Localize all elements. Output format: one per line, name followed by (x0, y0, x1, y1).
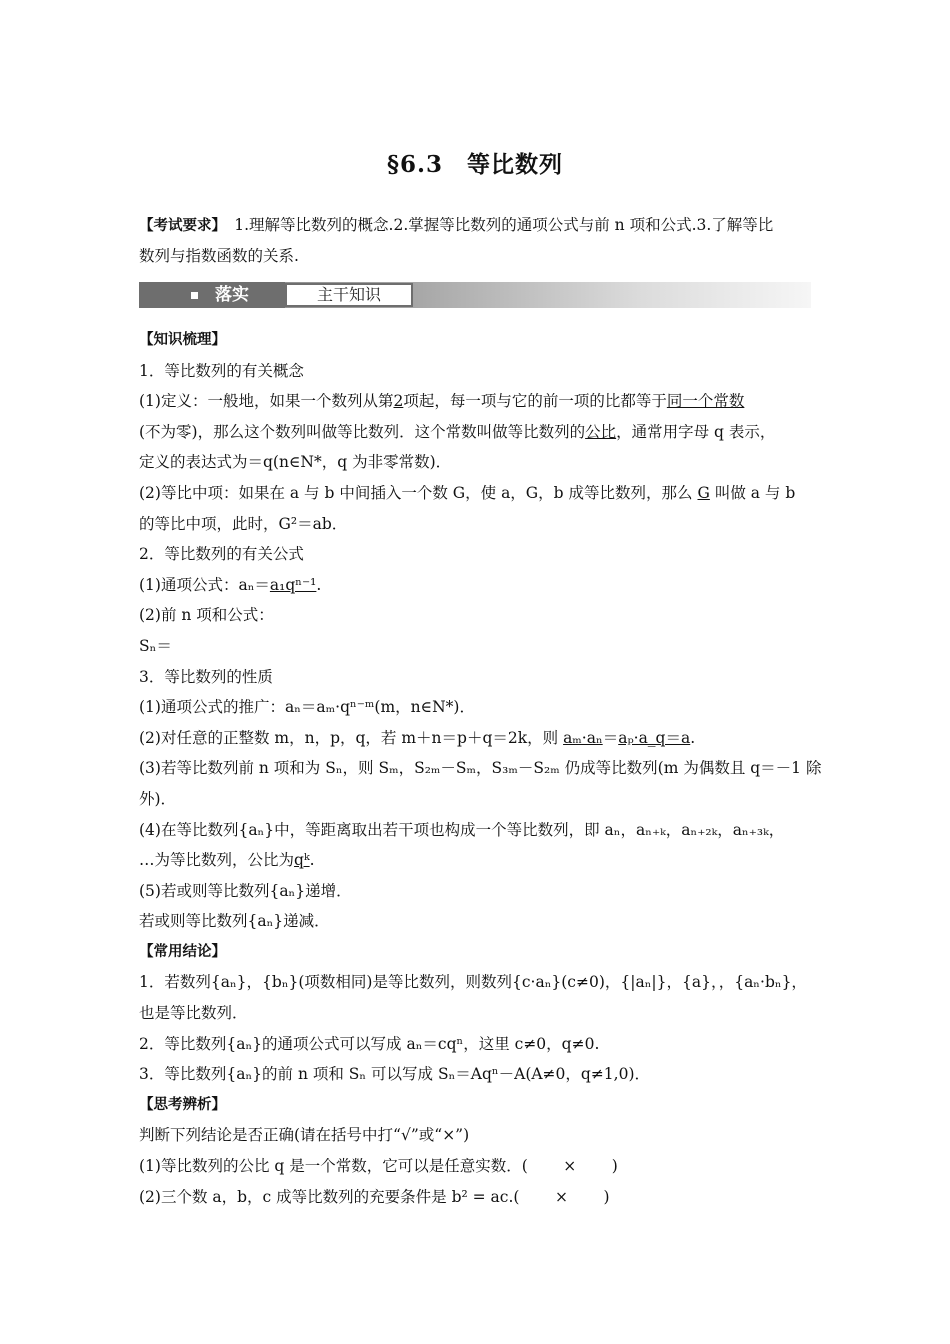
text-line: (3)若等比数列前 n 项和为 Sₙ，则 Sₘ，S₂ₘ－Sₘ，S₃ₘ－S₂ₘ 仍成等比数列(m 为偶数且 q＝－1 除 (139, 759, 822, 778)
text-span: ) (611, 1157, 618, 1176)
banner-dark-block (139, 282, 285, 308)
text-span: (1)通项公式：aₙ＝ (139, 575, 270, 594)
blank-answer: qᵏ (294, 851, 310, 870)
text-line: (1)通项公式的推广：aₙ＝aₘ·qⁿ⁻ᵐ(m，n∈N*)． (139, 698, 475, 717)
text-line: 定义的表达式为＝q(n∈N*，q 为非零常数)． (139, 453, 452, 472)
text-line: (2)前 n 项和公式： (139, 606, 274, 625)
text-span: . (316, 575, 322, 594)
blank-answer: 同一个常数 (666, 392, 745, 411)
text-span: (不为零)，那么这个数列叫做等比数列．这个常数叫做等比数列的 (139, 422, 586, 441)
banner-left-label: 落实 (215, 285, 249, 305)
blank-answer: a₁qⁿ⁻¹ (269, 575, 317, 594)
blank-answer: 公比 (585, 422, 617, 441)
text-line: 外)． (139, 789, 177, 808)
text-line: 2．等比数列的有关公式 (139, 545, 304, 564)
text-span: (1)等比数列的公比 q 是一个常数，它可以是任意实数．( (139, 1157, 528, 1176)
text-line (139, 386, 823, 417)
text-line (139, 845, 823, 876)
exam-req-line1: 1.理解等比数列的概念.2.掌握等比数列的通项公式与前 n 项和公式.3.了解等比 (218, 216, 774, 234)
text-line: 的等比中项，此时，G²＝ab． (139, 514, 348, 533)
text-span: . (309, 851, 315, 870)
answer-mark: × (554, 1187, 568, 1206)
text-line: Sₙ＝ (139, 636, 172, 655)
text-line: (5)若或则等比数列{aₙ}递增． (139, 881, 352, 900)
text-span: (2)等比中项：如果在 a 与 b 中间插入一个数 G，使 a，G，b 成等比数列，那么 (139, 483, 693, 502)
text-line (139, 478, 823, 509)
text-line (139, 570, 823, 601)
text-line: 3．等比数列的性质 (139, 667, 273, 686)
text-span: (2)对任意的正整数 m，n，p，q，若 m＋n＝p＋q＝2k，则 (139, 728, 559, 747)
banner-right-label: 主干知识 (285, 283, 413, 307)
text-line (139, 417, 823, 448)
section-heading: 【知识梳理】 (139, 332, 226, 348)
text-line: 1．若数列{aₙ}，{bₙ}(项数相同)是等比数列，则数列{c·aₙ}(c≠0)，{|aₙ|}，{a}，，{aₙ·bₙ}， (139, 973, 807, 992)
exam-req-tag: 【考试要求】 (139, 218, 219, 234)
text-span: ＝ (602, 728, 619, 747)
section-heading: 【思考辨析】 (139, 1096, 226, 1113)
text-line: 若或则等比数列{aₙ}递减． (139, 912, 330, 931)
blank-answer: G (697, 483, 710, 502)
text-line: 也是等比数列． (139, 1004, 248, 1023)
text-span: (1)定义：一般地，如果一个数列从第 (139, 392, 394, 411)
text-line: 2．等比数列{aₙ}的通项公式可以写成 aₙ＝cqⁿ，这里 c≠0，q≠0. (139, 1034, 600, 1053)
section-banner (139, 282, 811, 308)
text-line (139, 1182, 823, 1213)
blank-answer: aₚ·a_q＝a (618, 728, 691, 747)
text-span: 项起，每一项与它的前一项的比都等于 (403, 392, 667, 411)
blank-answer: aₘ·aₙ (563, 728, 603, 747)
text-line: 1．等比数列的有关概念 (139, 361, 304, 380)
answer-mark: × (563, 1157, 577, 1176)
text-span: (2)三个数 a，b，c 成等比数列的充要条件是 b² = ac.( (139, 1187, 520, 1206)
text-span: 叫做 a 与 b (714, 483, 796, 502)
blank-answer: 2 (393, 392, 404, 411)
section-heading: 【常用结论】 (139, 943, 226, 960)
text-line (139, 723, 823, 754)
text-span: . (690, 728, 696, 747)
page-title: §6.3 等比数列 (386, 151, 564, 178)
content-body (139, 325, 823, 1212)
text-line: (4)在等比数列{aₙ}中，等距离取出若干项也构成一个等比数列，即 aₙ，aₙ₊ₖ，aₙ₊₂ₖ，aₙ₊₃ₖ， (139, 820, 785, 839)
text-span: ，通常用字母 q 表示， (616, 422, 776, 441)
text-span: ) (603, 1187, 610, 1206)
square-bullet-icon (191, 292, 198, 299)
text-span: …为等比数列，公比为 (139, 851, 295, 870)
text-line: 3．等比数列{aₙ}的前 n 项和 Sₙ 可以写成 Sₙ＝Aqⁿ－A(A≠0，q≠1,0)． (139, 1065, 651, 1084)
exam-req-line2: 数列与指数函数的关系. (139, 247, 299, 265)
exam-requirements (139, 210, 811, 271)
text-line (139, 1151, 823, 1182)
text-line: 判断下列结论是否正确(请在括号中打“√”或“×”) (139, 1126, 470, 1145)
